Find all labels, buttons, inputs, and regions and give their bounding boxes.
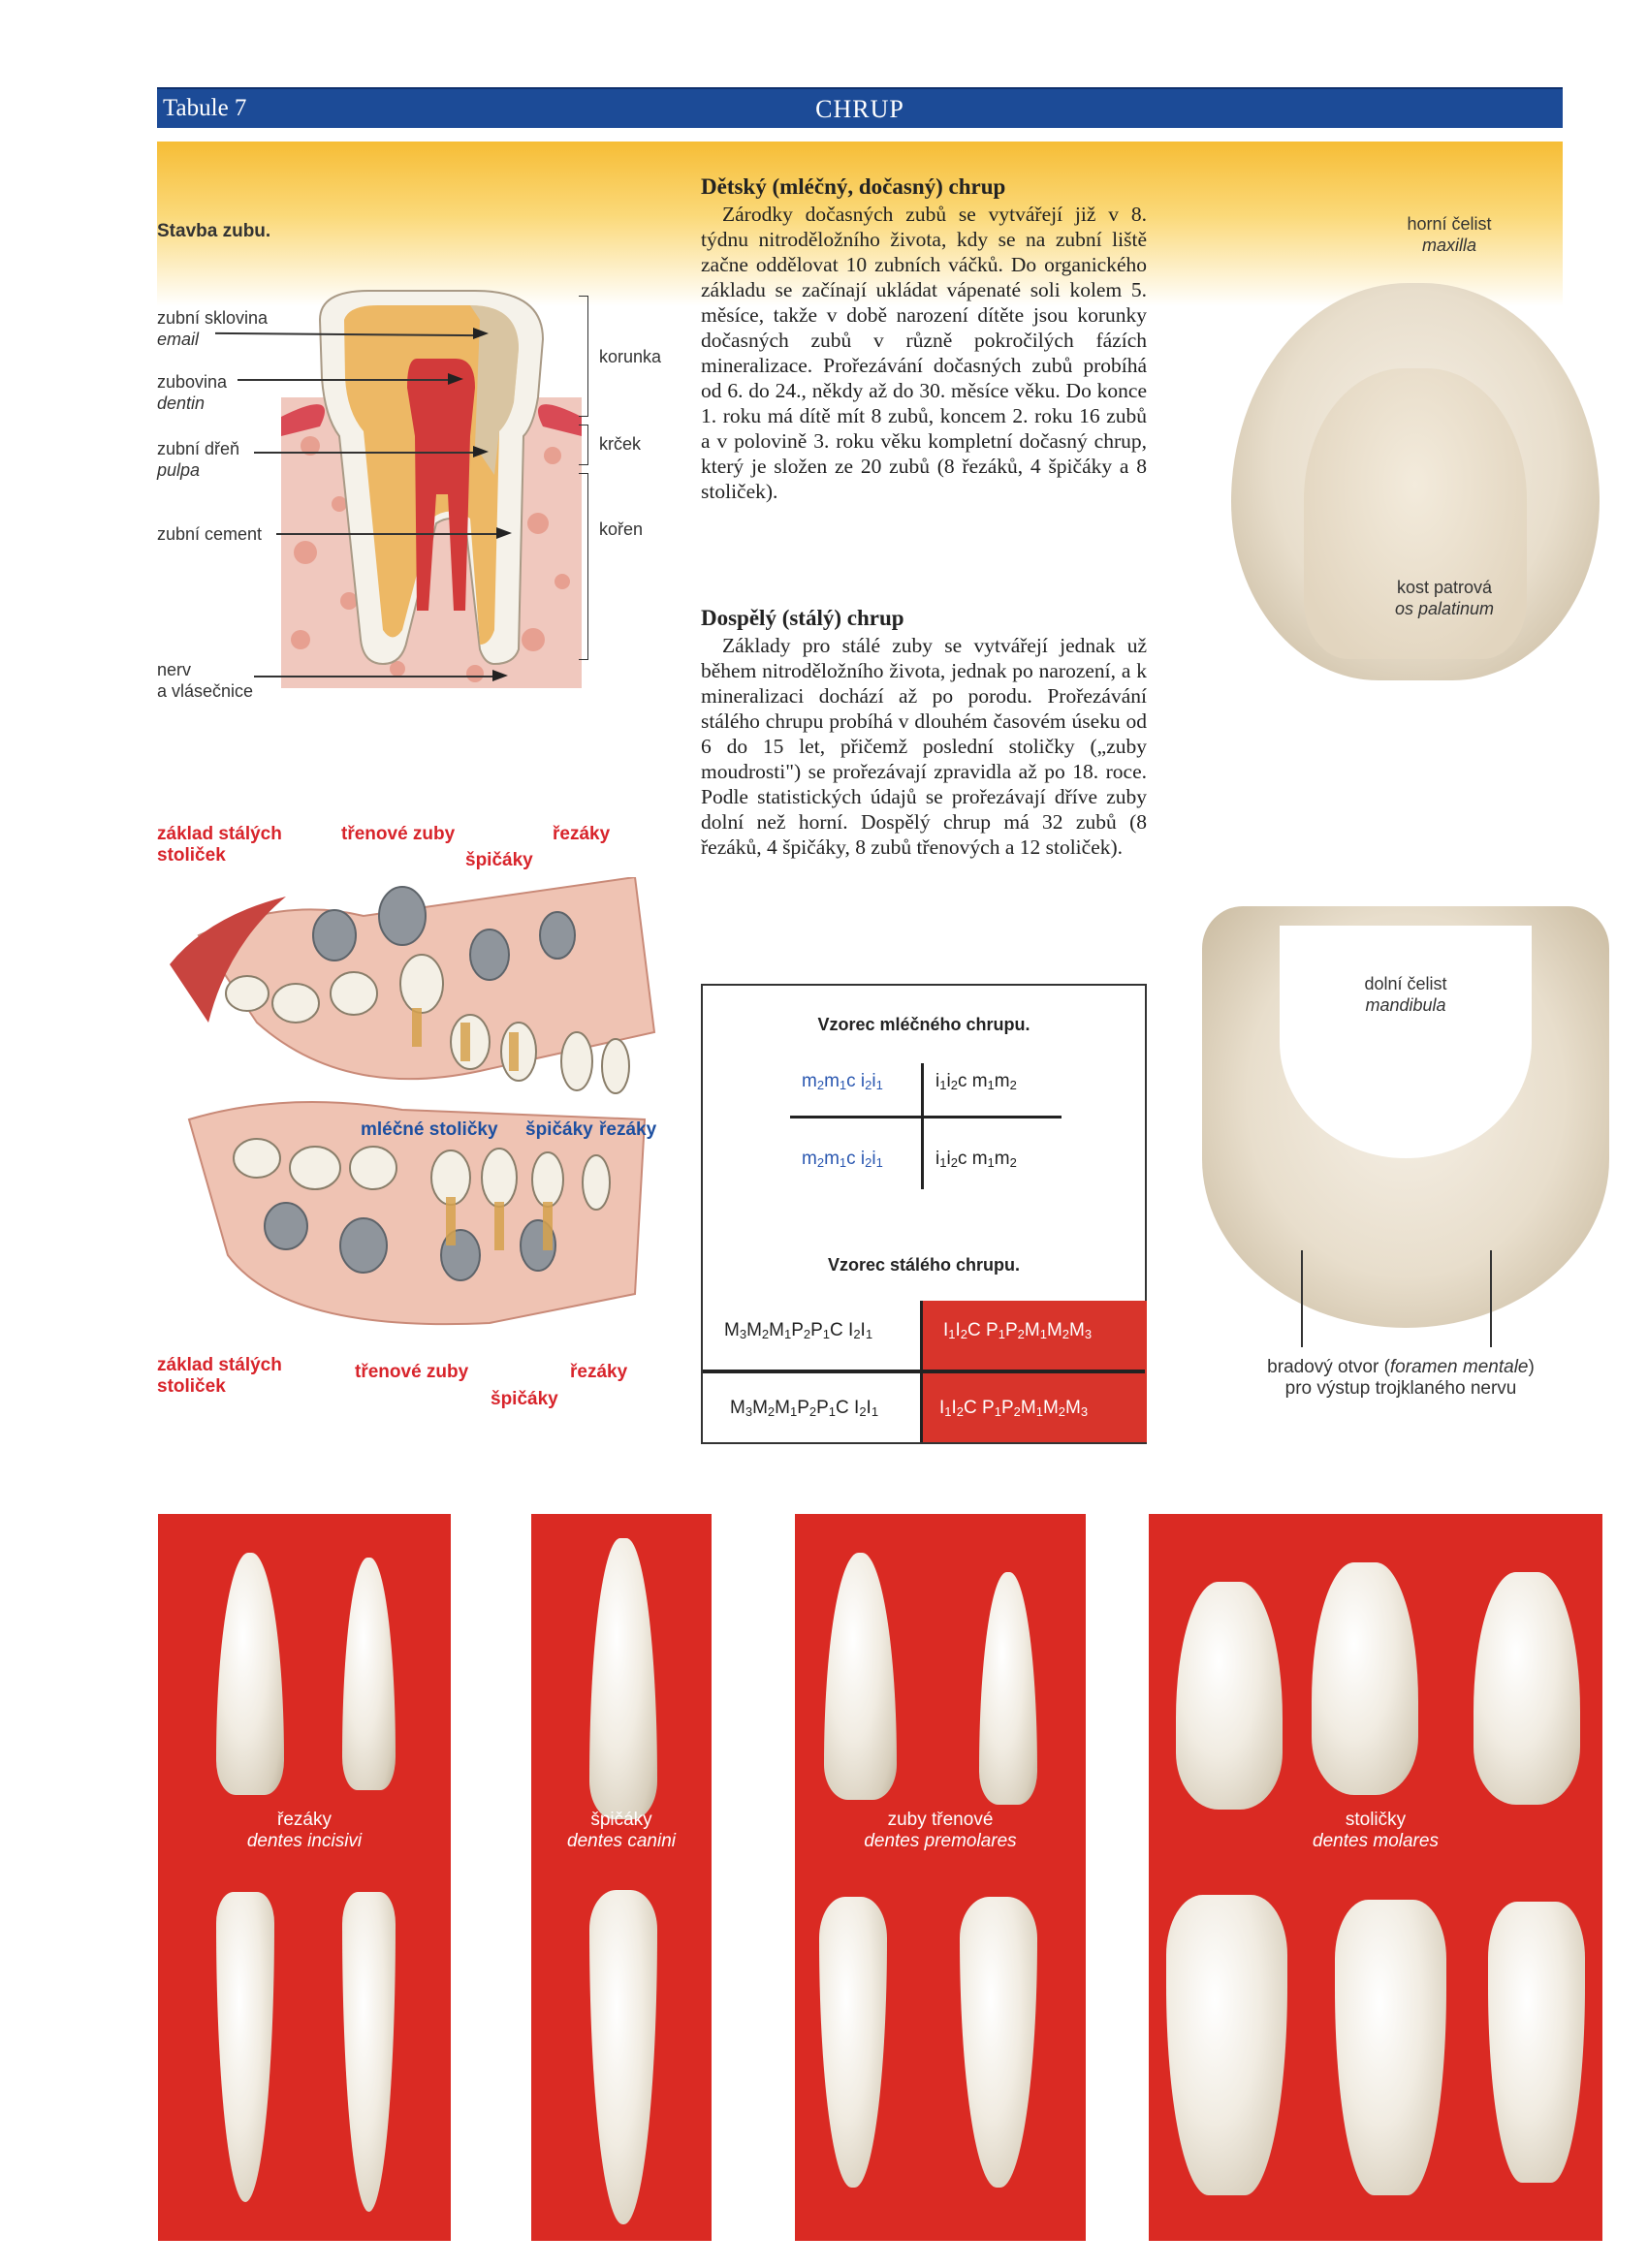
incisors-label: řezáky dentes incisivi bbox=[246, 1810, 363, 1851]
page-header bbox=[157, 87, 1563, 128]
milk-formula-hline bbox=[790, 1116, 1062, 1118]
pulp-arrow bbox=[473, 446, 489, 457]
top-canines-label: špičáky bbox=[465, 850, 533, 870]
dentin-leader bbox=[238, 379, 451, 381]
foramen-leader-right bbox=[1490, 1250, 1492, 1347]
molar-upper-3 bbox=[1474, 1572, 1580, 1805]
canine-lower bbox=[589, 1890, 657, 2224]
bottom-base-label: základ stálých stoliček bbox=[157, 1355, 282, 1397]
dentin-label: zubovina dentin bbox=[157, 372, 228, 413]
milk-formula-upper-left: $m_2m_1c$ $i_2i_1$ bbox=[802, 1071, 883, 1092]
mid-canines-label: špičáky bbox=[525, 1119, 593, 1140]
perm-formula-upper-right: $I_1I_2C$ $P_1P_2M_1M_2M_3$ bbox=[943, 1320, 1093, 1341]
premolars-panel bbox=[795, 1514, 1086, 2241]
crown-label: korunka bbox=[599, 347, 662, 366]
dental-formula-box bbox=[701, 984, 1147, 1444]
plate-number: Tabule 7 bbox=[163, 95, 247, 121]
molars-label: stoličky dentes molares bbox=[1313, 1810, 1439, 1851]
enamel-arrow bbox=[473, 328, 489, 339]
neck-bracket bbox=[579, 425, 588, 465]
crown-bracket bbox=[579, 296, 588, 417]
incisor-upper-2 bbox=[342, 1558, 396, 1790]
molar-lower-1 bbox=[1166, 1895, 1287, 2195]
mandible-label: dolní čelist mandibula bbox=[1364, 974, 1447, 1015]
palate-label: kost patrová os palatinum bbox=[1394, 578, 1495, 618]
premolar-upper-1 bbox=[824, 1553, 897, 1800]
milk-teeth-body: Zárodky dočasných zubů se vytvářejí již v 8. týdnu nitroděložního života, kdy se na zubní liště začne oddělovat 10 zubních váčků. Do organického základu se začínají ukládat vápenaté soli kolem 5. měsíce, takže v době narození dítěte jsou korunky dočasných zubů v různě pokročilých fázích mineralizace. Prořezávání dočasných zubů probíhá od 6. do 24., někdy až do 30. měsíce věku. Do konce 1. roku má dítě mít 8 zubů, koncem 2. roku 16 zubů a v polovině 3. roku věku kompletní dočasný chrup, který je složen ze 20 zubů (8 řezáků, 4 špičáky a 8 stoliček). bbox=[701, 203, 1147, 503]
pulp-label: zubní dřeň pulpa bbox=[157, 439, 240, 480]
cement-leader bbox=[276, 533, 499, 535]
premolars-label: zuby třenové dentes premolares bbox=[864, 1810, 1017, 1851]
adult-teeth-section bbox=[701, 606, 1147, 860]
foramen-label: bradový otvor (foramen mentale) pro výstup trojklaného nervu bbox=[1267, 1357, 1535, 1399]
structure-heading: Stavba zubu. bbox=[157, 221, 271, 241]
bottom-premolars-label: třenové zuby bbox=[355, 1362, 469, 1382]
milk-teeth-section bbox=[701, 174, 1147, 504]
mid-incisors-label: řezáky bbox=[599, 1119, 657, 1140]
canine-upper bbox=[589, 1538, 657, 1819]
child-jaw-illustration bbox=[170, 877, 659, 1342]
molar-lower-2 bbox=[1335, 1900, 1446, 2195]
molars-panel bbox=[1149, 1514, 1602, 2241]
molar-upper-1 bbox=[1176, 1582, 1283, 1810]
perm-formula-title: Vzorec stálého chrupu. bbox=[827, 1255, 1021, 1275]
root-bracket bbox=[579, 473, 588, 660]
perm-formula-hline bbox=[703, 1370, 1145, 1373]
perm-formula-lower-right: $I_1I_2C$ $P_1P_2M_1M_2M_3$ bbox=[939, 1398, 1089, 1419]
perm-formula-upper-left: $M_3M_2M_1P_2P_1C$ $I_2I_1$ bbox=[724, 1320, 873, 1341]
bottom-canines-label: špičáky bbox=[491, 1389, 558, 1409]
nerve-label: nerv a vlásečnice bbox=[157, 660, 254, 701]
canines-label: špičáky dentes canini bbox=[567, 1810, 676, 1851]
top-base-label: základ stálých stoliček bbox=[157, 824, 282, 866]
incisors-panel bbox=[158, 1514, 451, 2241]
incisor-upper-1 bbox=[216, 1553, 284, 1795]
molar-lower-3 bbox=[1488, 1902, 1585, 2183]
maxilla-label: horní čelist maxilla bbox=[1407, 214, 1492, 255]
perm-formula-vline bbox=[920, 1301, 923, 1442]
bottom-incisors-label: řezáky bbox=[570, 1362, 628, 1382]
milk-formula-upper-right: $i_1i_2c$ $m_1m_2$ bbox=[935, 1071, 1017, 1092]
incisor-lower-2 bbox=[342, 1892, 396, 2212]
foramen-leader-left bbox=[1301, 1250, 1303, 1347]
milk-formula-lower-left: $m_2m_1c$ $i_2i_1$ bbox=[802, 1149, 883, 1170]
root-label: kořen bbox=[599, 520, 644, 539]
cement-arrow bbox=[496, 527, 512, 539]
pulp-leader bbox=[254, 452, 477, 454]
adult-teeth-body: Základy pro stálé zuby se vytvářejí jednak už během nitroděložního života, jednak po narození, a k mineralizaci dochází až po porodu. Prořezávání stálého chrupu probíhá v dlouhém časovém úseku od 6 do 15 let, přičemž poslední stoličky („zuby moudrosti") se prořezávají zpravidla až po 18. roce. Podle statistických údajů se prořezávají dříve zuby dolní než horní. Dospělý chrup má 32 zubů (8 řezáků, 4 špičáky, 8 zubů třenových a 12 stoliček). bbox=[701, 634, 1147, 859]
canines-panel bbox=[531, 1514, 712, 2241]
premolar-lower-2 bbox=[960, 1897, 1037, 2188]
neck-label: krček bbox=[599, 434, 642, 454]
perm-formula-lower-left: $M_3M_2M_1P_2P_1C$ $I_2I_1$ bbox=[730, 1398, 879, 1419]
enamel-label: zubní sklovina email bbox=[157, 308, 269, 349]
incisor-lower-1 bbox=[216, 1892, 274, 2202]
nerve-arrow bbox=[492, 670, 508, 681]
premolar-lower-1 bbox=[819, 1897, 887, 2188]
page-title: CHRUP bbox=[815, 95, 904, 123]
premolar-upper-2 bbox=[979, 1572, 1037, 1805]
nerve-leader bbox=[254, 676, 496, 677]
dentin-arrow bbox=[448, 373, 463, 385]
adult-teeth-heading: Dospělý (stálý) chrup bbox=[701, 606, 904, 630]
milk-teeth-heading: Dětský (mléčný, dočasný) chrup bbox=[701, 174, 1006, 199]
mandible-inner-space bbox=[1280, 926, 1532, 1158]
milk-formula-lower-right: $i_1i_2c$ $m_1m_2$ bbox=[935, 1149, 1017, 1170]
molar-upper-2 bbox=[1312, 1562, 1418, 1795]
milk-formula-title: Vzorec mléčného chrupu. bbox=[817, 1015, 1030, 1034]
top-incisors-label: řezáky bbox=[553, 824, 611, 844]
tooth-cross-section bbox=[281, 281, 582, 688]
milk-formula-vline bbox=[921, 1063, 924, 1189]
top-premolars-label: třenové zuby bbox=[341, 824, 456, 844]
cement-label: zubní cement bbox=[157, 524, 263, 544]
mid-milk-molars-label: mléčné stoličky bbox=[361, 1119, 498, 1140]
